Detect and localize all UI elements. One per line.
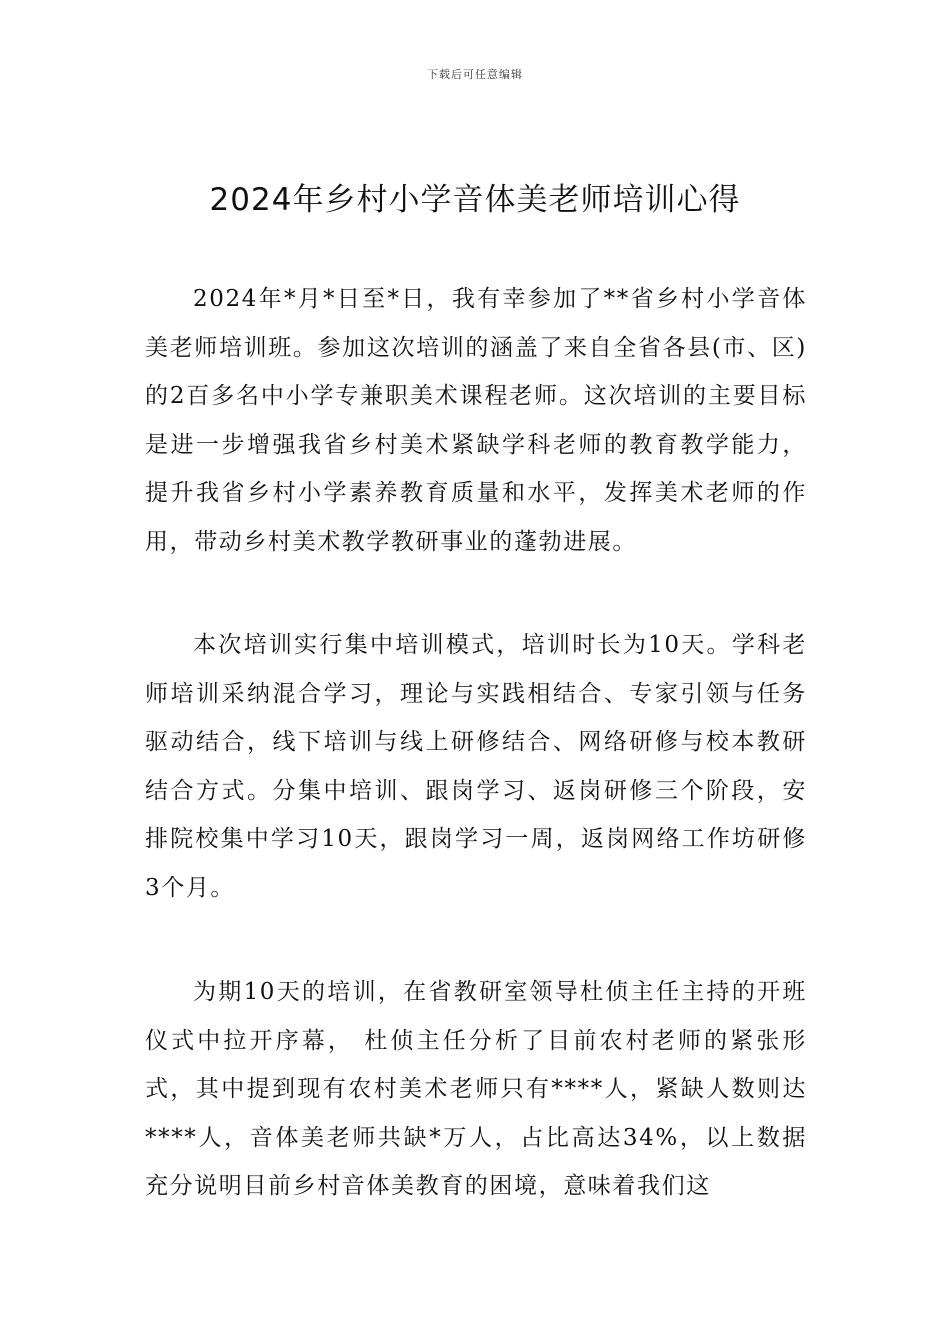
paragraph-2: 本次培训实行集中培训模式，培训时长为10天。学科老师培训采纳混合学习，理论与实践相结合、专家引领与任务驱动结合，线下培训与线上研修结合、网络研修与校本教研结合方式。分集中培训、跟岗学习、返岗研修三个阶段，安排院校集中学习10天，跟岗学习一周，返岗网络工作坊研修3个月。	[145, 632, 807, 901]
paragraph-1: 2024年*月*日至*日，我有幸参加了**省乡村小学音体美老师培训班。参加这次培训的涵盖了来自全省各县(市、区)的2百多名中小学专兼职美术课程老师。这次培训的主要目标是进一步增强我省乡村美术紧缺学科老师的教育教学能力，提升我省乡村小学素养教育质量和水平，发挥美术老师的作用，带动乡村美术教学教研事业的蓬勃进展。	[145, 286, 807, 555]
page-header-note: 下载后可任意编辑	[427, 68, 523, 81]
document-title: 2024年乡村小学音体美老师培训心得	[209, 182, 741, 218]
paragraph-3: 为期10天的培训，在省教研室领导杜侦主任主持的开班仪式中拉开序幕， 杜侦主任分析了目前农村老师的紧张形式，其中提到现有农村美术老师只有****人，紧缺人数则达****人，音体美老师共缺*万人，占比高达34%，以上数据充分说明目前乡村音体美教育的困境，意味着我们这	[145, 979, 807, 1199]
